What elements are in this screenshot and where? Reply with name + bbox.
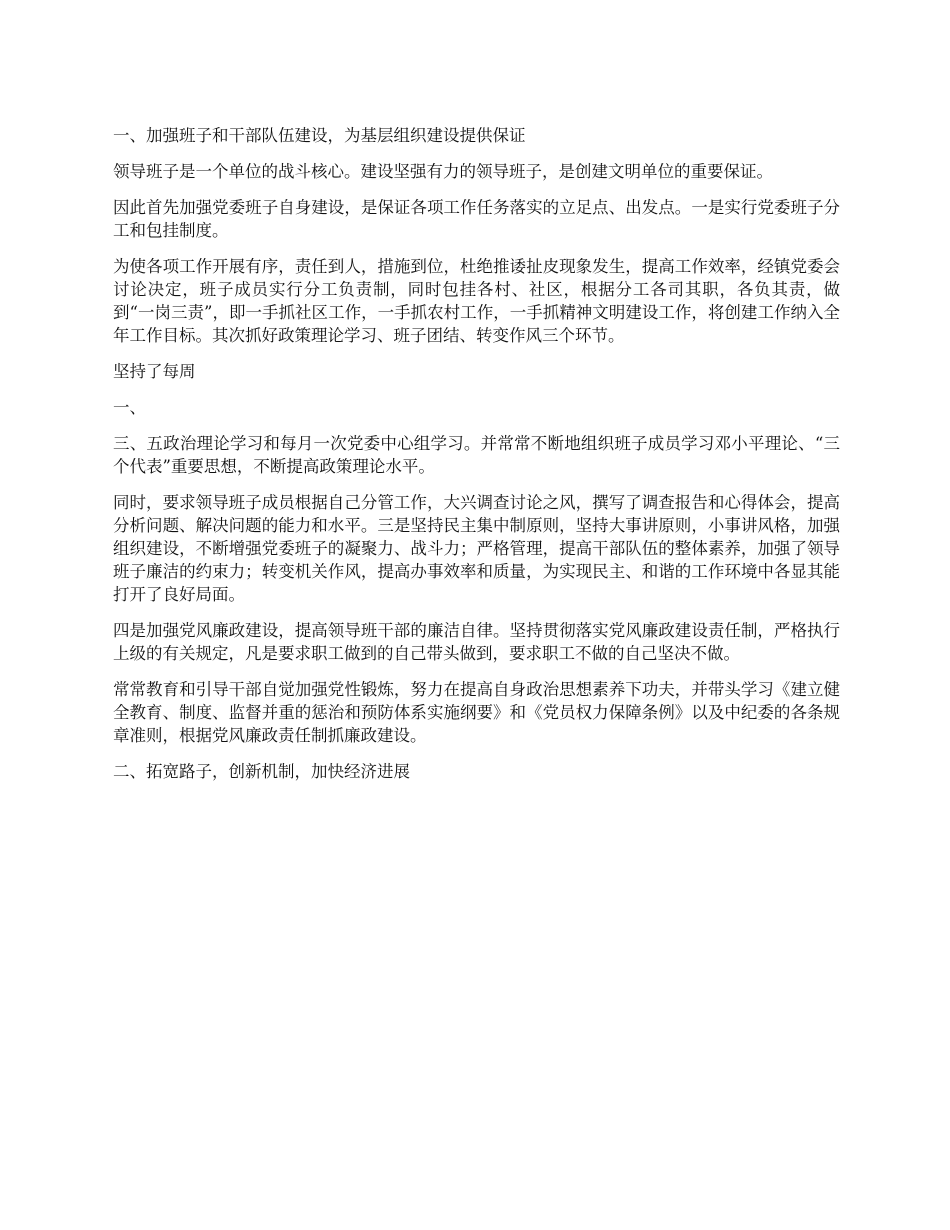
paragraph: 三、五政治理论学习和每月一次党委中心组学习。并常常不断地组织班子成员学习邓小平理论、“三个代表”重要思想，不断提高政策理论水平。 <box>113 434 840 476</box>
paragraph: 为使各项工作开展有序，责任到人，措施到位，杜绝推诿扯皮现象发生，提高工作效率，经镇党委会讨论决定，班子成员实行分工负责制，同时包挂各村、社区，根据分工各司其职，各负其责，做到“一岗三责”，即一手抓社区工作，一手抓农村工作，一手抓精神文明建设工作，将创建工作纳入全年工作目标。其次抓好政策理论学习、班子团结、转变作风三个环节。 <box>113 257 840 345</box>
paragraph: 坚持了每周 <box>113 362 196 381</box>
paragraph: 四是加强党风廉政建设，提高领导班干部的廉洁自律。坚持贯彻落实党风廉政建设责任制，严格执行上级的有关规定，凡是要求职工做到的自己带头做到，要求职工不做的自己坚决不做。 <box>113 621 840 663</box>
paragraph: 因此首先加强党委班子自身建设，是保证各项工作任务落实的立足点、出发点。一是实行党委班子分工和包挂制度。 <box>113 198 840 240</box>
paragraph: 常常教育和引导干部自觉加强党性锻炼，努力在提高自身政治思想素养下功夫，并带头学习《建立健全教育、制度、监督并重的惩治和预防体系实施纲要》和《党员权力保障条例》以及中纪委的各条规章准则，根据党风廉政责任制抓廉政建设。 <box>113 680 840 745</box>
paragraph: 领导班子是一个单位的战斗核心。建设坚强有力的领导班子，是创建文明单位的重要保证。 <box>113 162 773 181</box>
paragraph: 同时，要求领导班子成员根据自己分管工作，大兴调查讨论之风，撰写了调查报告和心得体会，提高分析问题、解决问题的能力和水平。三是坚持民主集中制原则，坚持大事讲原则，小事讲风格，加强组织建设，不断增强党委班子的凝聚力、战斗力；严格管理，提高干部队伍的整体素养，加强了领导班子廉洁的约束力；转变机关作风，提高办事效率和质量，为实现民主、和谐的工作环境中各显其能打开了良好局面。 <box>113 493 840 604</box>
section-heading-1: 一、加强班子和干部队伍建设，为基层组织建设提供保证 <box>113 126 526 145</box>
paragraph: 一、 <box>113 398 146 417</box>
document-body <box>113 124 840 796</box>
section-heading-2: 二、拓宽路子，创新机制，加快经济进展 <box>113 762 410 781</box>
